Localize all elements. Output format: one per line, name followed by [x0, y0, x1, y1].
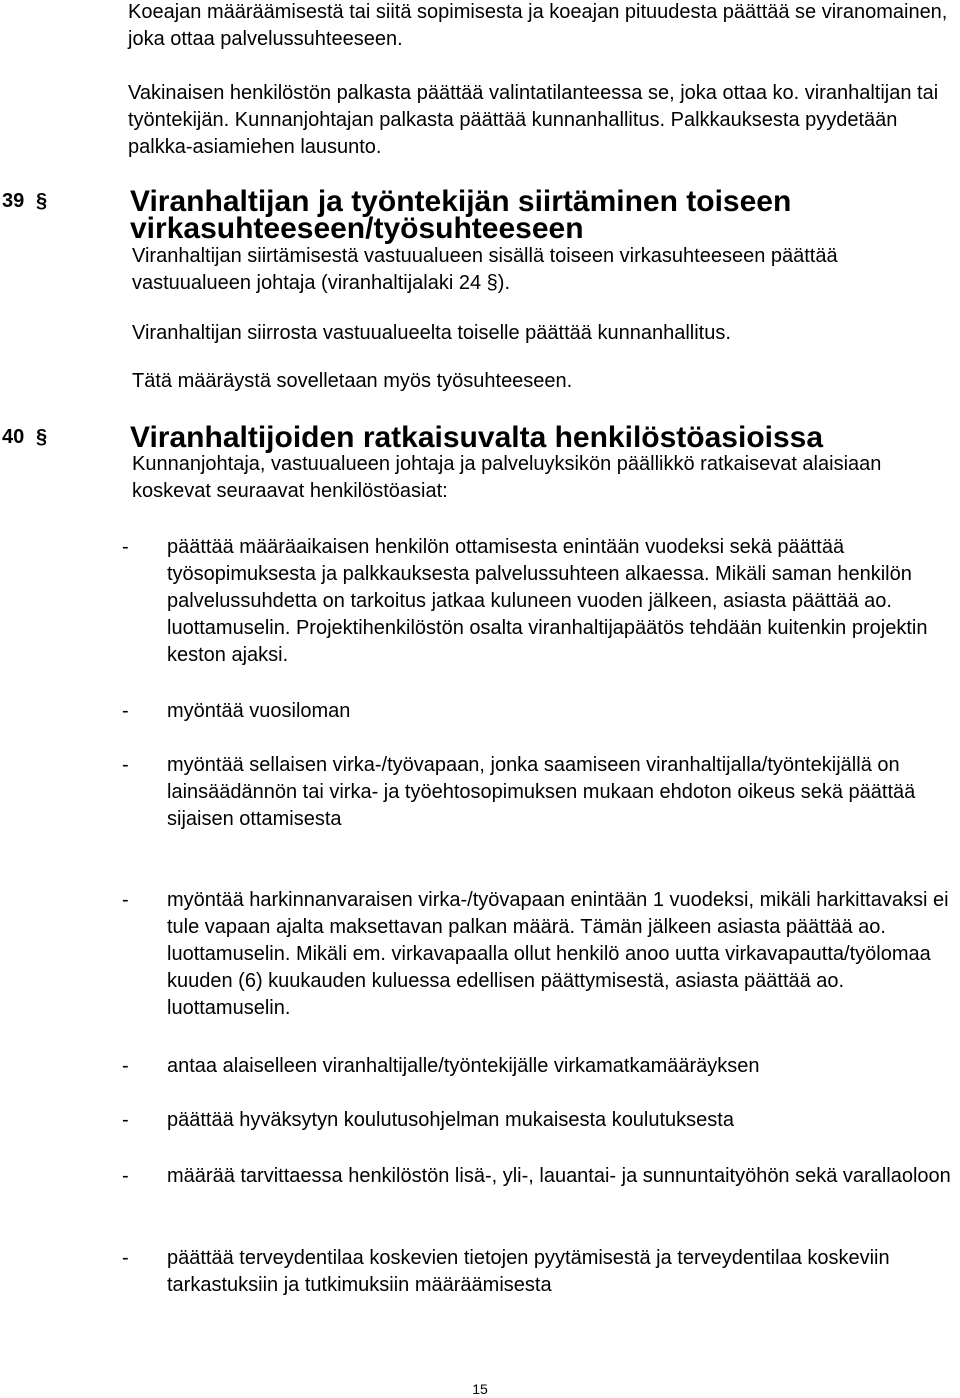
list-item-text: määrää tarvittaessa henkilöstön lisä-, yli-, lauantai- ja sunnuntaityöhön sekä varallaoloon [167, 1165, 951, 1187]
list-bullet: - [122, 1247, 129, 1269]
list-item-text: myöntää sellaisen virka-/työvapaan, jonka saamiseen viranhaltijalla/työntekijällä on lainsäädännön tai virka- ja työehtosopimuksen mukaan ehdoton oikeus sekä päättää sijaisen ottamisesta [167, 754, 916, 830]
intro-paragraph-1: Koeajan määräämisestä tai siitä sopimisesta ja koeajan pituudesta päättää se viranomainen, joka ottaa palvelussuhteeseen. [128, 1, 948, 50]
list-bullet: - [122, 889, 129, 911]
list-item-text: päättää terveydentilaa koskevien tietojen pyytämisestä ja terveydentilaa koskeviin tarkastuksiin ja tutkimuksiin määräämisesta [167, 1247, 890, 1296]
list-item-text: myöntää harkinnanvaraisen virka-/työvapaan enintään 1 vuodeksi, mikäli harkittavaksi ei tule vapaan ajalta maksettavan palkan määrä. Tämän jälkeen asiasta päättää ao. luottamuselin. Mikäli em. virkavapaalla ollut henkilö anoo uutta virkavapautta/työlomaa kuuden (6) kuukauden kuluessa edellisen päättymisestä, asiasta päättää ao. luottamuselin. [167, 889, 949, 1019]
list-bullet: - [122, 700, 129, 722]
section-39-title: Viranhaltijan ja työntekijän siirtäminen toiseen virkasuhteeseen/työsuhteeseen [130, 185, 792, 245]
page-number: 15 [472, 1381, 488, 1397]
list-item-text: antaa alaiselleen viranhaltijalle/työntekijälle virkamatkamääräyksen [167, 1055, 760, 1077]
section-39-number: 39 [2, 190, 25, 212]
section-40-title: Viranhaltijoiden ratkaisuvalta henkilöstöasioissa [130, 421, 824, 454]
list-bullet: - [122, 1165, 129, 1187]
section-39-paragraph-1: Viranhaltijan siirtämisestä vastuualueen sisällä toiseen virkasuhteeseen päättää vastuualueen johtaja (viranhaltijalaki 24 §). [132, 245, 838, 294]
section-39-paragraph-3: Tätä määräystä sovelletaan myös työsuhteeseen. [132, 370, 573, 392]
list-item-text: myöntää vuosiloman [167, 700, 351, 722]
section-39-paragraph-2: Viranhaltijan siirrosta vastuualueelta toiselle päättää kunnanhallitus. [132, 322, 731, 344]
list-bullet: - [122, 754, 129, 776]
list-bullet: - [122, 1055, 129, 1077]
list-bullet: - [122, 536, 129, 558]
list-item-text: päättää määräaikaisen henkilön ottamisesta enintään vuodeksi sekä päättää työsopimuksesta ja palkkauksesta palvelussuhteen alkaessa. Mikäli saman henkilön palvelussuhdetta on tarkoitus jatkaa kuluneen vuoden jälkeen, asiasta päättää ao. luottamuselin. Projektihenkilöstön osalta viranhaltijapäätös tehdään kuitenkin projektin keston ajaksi. [167, 536, 928, 666]
section-40-intro: Kunnanjohtaja, vastuualueen johtaja ja palveluyksikön päällikkö ratkaisevat alaisiaan koskevat seuraavat henkilöstöasiat: [132, 453, 882, 502]
section-40-number: 40 [2, 426, 25, 448]
section-40-mark: § [36, 426, 48, 448]
list-bullet: - [122, 1109, 129, 1131]
section-39-mark: § [36, 190, 48, 212]
list-item-text: päättää hyväksytyn koulutusohjelman mukaisesta koulutuksesta [167, 1109, 734, 1131]
intro-paragraph-2: Vakinaisen henkilöstön palkasta päättää valintatilanteessa se, joka ottaa ko. viranhaltijan tai työntekijän. Kunnanjohtajan palkasta päättää kunnanhallitus. Palkkauksesta pyydetään palkka-asiamiehen lausunto. [128, 82, 939, 158]
